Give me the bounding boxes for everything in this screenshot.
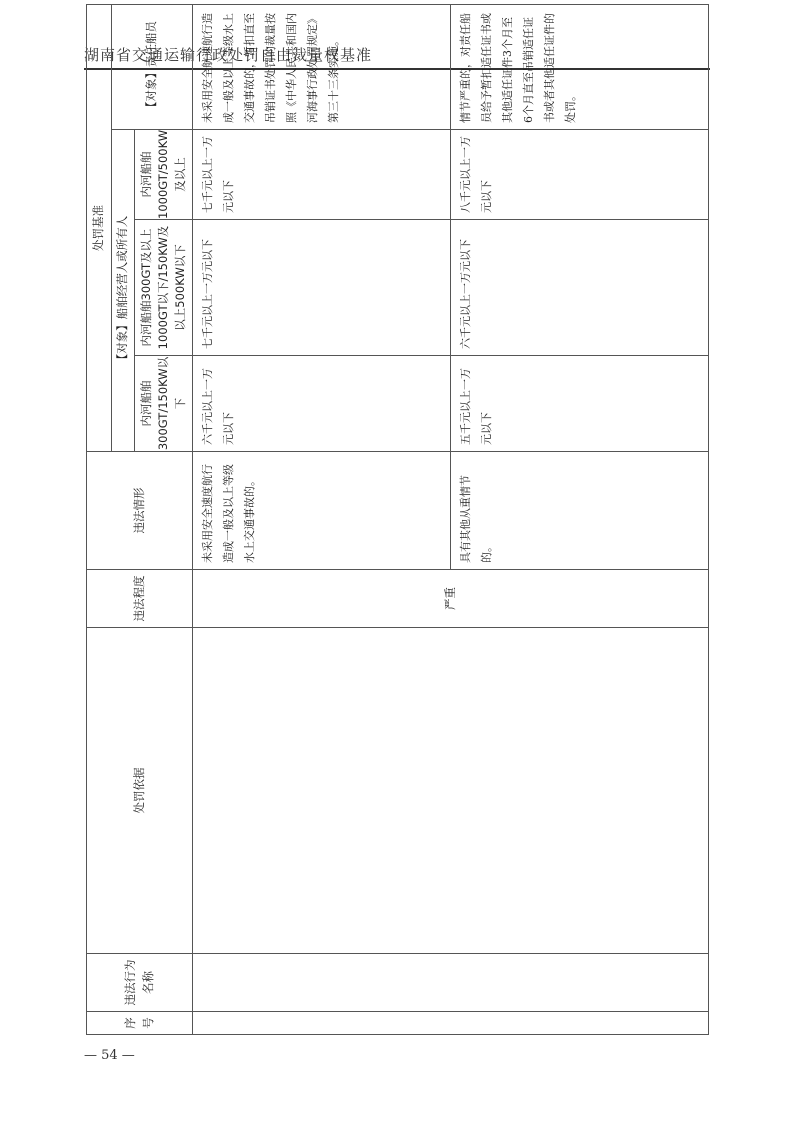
cell-penalty-medium-1: 七千元以上一万元以下 — [193, 220, 451, 356]
cell-situation-2: 具有其他从重情节的。 — [451, 452, 709, 570]
cell-penalty-small-1: 六千元以上一万元以下 — [193, 356, 451, 452]
header-owner-large-vessel: 内河船舶1000GT/500KW及以上 — [135, 130, 193, 220]
header-seq: 序号 — [87, 1012, 193, 1035]
cell-penalty-large-2: 八千元以上一万元以下 — [451, 130, 709, 220]
page-number: — 54 — — [84, 1048, 135, 1063]
cell-violation-name — [193, 954, 709, 1012]
header-crew: 【对象】责任船员 — [112, 5, 193, 130]
cell-degree: 严重 — [193, 570, 709, 628]
cell-penalty-small-2: 五千元以上一万元以下 — [451, 356, 709, 452]
penalty-standard-table — [86, 4, 709, 1035]
cell-penalty-large-1: 七千元以上一万元以下 — [193, 130, 451, 220]
header-violation-degree: 违法程度 — [87, 570, 193, 628]
header-owner-small-vessel: 内河船舶300GT/150KW以下 — [135, 356, 193, 452]
header-penalty-basis: 处罚依据 — [87, 628, 193, 954]
cell-crew-2: 情节严重的，对责任船员给予暂扣适任证书或其他适任证件3个月至6个月直至吊销适任证书或者其他适任证件的处罚。 — [451, 5, 709, 130]
page-header-title: 湖南省交通运输行政处罚自由裁量权基准 — [84, 46, 373, 64]
header-penalty-standard: 处罚基准 — [87, 5, 112, 452]
cell-penalty-basis — [193, 628, 709, 954]
header-owner-medium-vessel: 内河船舶300GT及以上1000GT以下/150KW及以上500KW以下 — [135, 220, 193, 356]
cell-crew-1: 未采用安全航速航行造成一般及以上等级水上交通事故的，暂扣直至吊销证书处罚的裁量按照《中华人民共和国内河海事行政处罚规定》第三十三条实施。 — [193, 5, 451, 130]
penalty-standard-table-container — [86, 5, 708, 1035]
header-owner: 【对象】船舶经营人或所有人 — [112, 130, 135, 452]
header-violation-situation: 违法情形 — [87, 452, 193, 570]
cell-situation-1: 未采用安全速度航行造成一般及以上等级水上交通事故的。 — [193, 452, 451, 570]
header-violation-name: 违法行为名称 — [87, 954, 193, 1012]
cell-penalty-medium-2: 六千元以上一万元以下 — [451, 220, 709, 356]
cell-seq — [193, 1012, 709, 1035]
